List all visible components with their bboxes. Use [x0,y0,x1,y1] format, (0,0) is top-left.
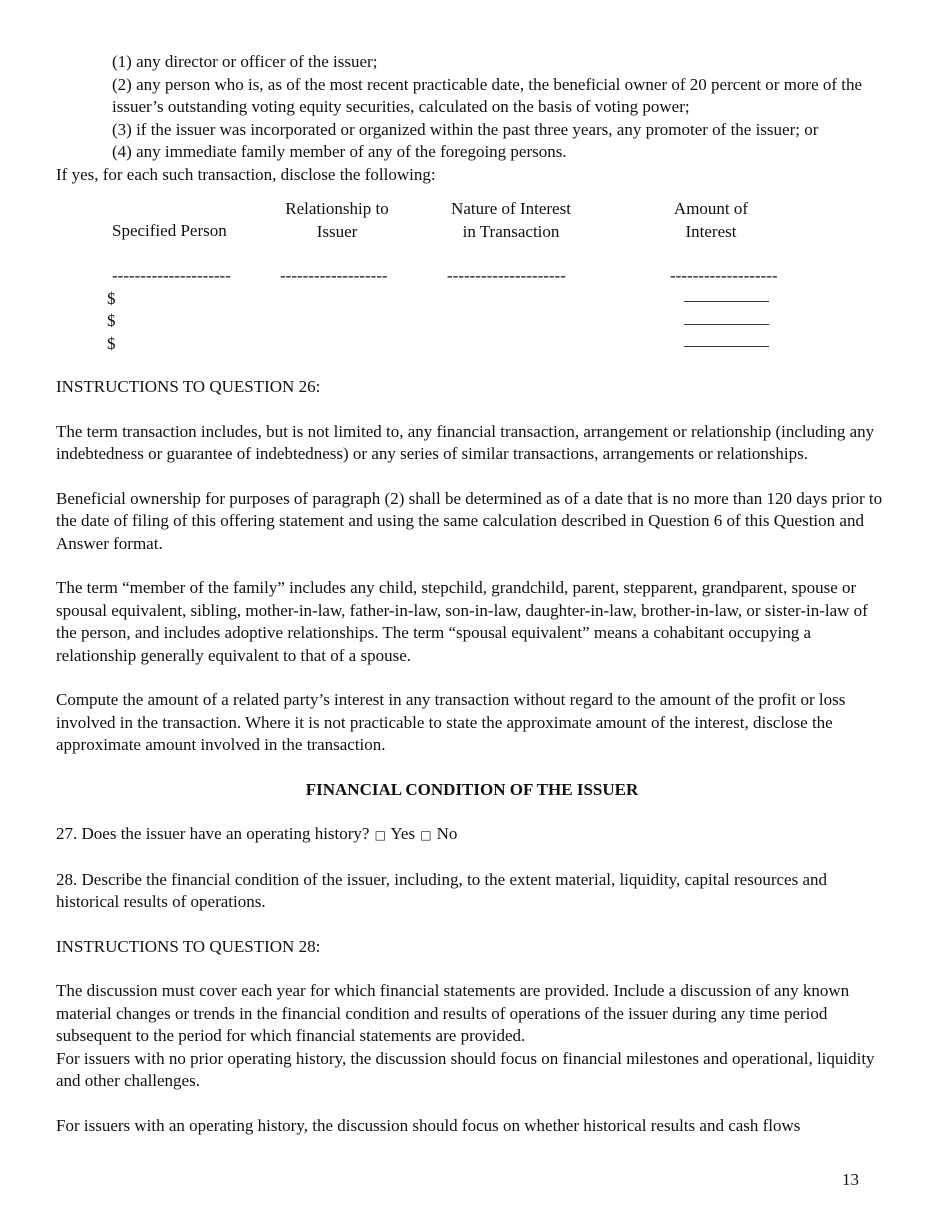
section-heading: FINANCIAL CONDITION OF THE ISSUER [305,779,639,799]
header-nature-of-interest: Nature of Interest in Transaction [451,199,571,241]
yes-checkbox[interactable]: □ [374,828,386,842]
paragraph: For issuers with no prior operating history, the discussion should focus on financial milestones and operational, liquidity and other challenges. [56,1048,875,1090]
paragraph: Beneficial ownership for purposes of paragraph (2) shall be determined as of a date that is no more than 120 days prior to the date of filing of this offering statement and using the same calculation described in Question 6 of this Question and Answer format. [56,488,883,553]
instructions-28-title: INSTRUCTIONS TO QUESTION 28: [56,936,321,956]
divider: ------------------- [280,266,388,285]
paragraph: Compute the amount of a related party’s interest in any transaction without regard to the amount of the profit or loss involved in the transaction. Where it is not practicable to state the approximate amount of the interest, disclose the approximate amount involved in the transaction. [56,690,846,754]
instructions-26-title: INSTRUCTIONS TO QUESTION 26: [56,377,321,396]
header-amount: Amount of Interest [673,199,749,241]
no-label: No [436,824,458,843]
question-27-text: 27. Does the issuer have an operating history? [56,824,370,843]
header-relationship: Relationship to Issuer [285,199,389,241]
divider: --------------------- [112,266,231,285]
paragraph: For issuers with an operating history, the discussion should focus on whether historical results and cash flows [56,1115,801,1135]
dollar-sign: $ [107,311,116,330]
amount-blank: __________ [684,308,769,327]
document-page [56,51,888,1137]
paragraph: The discussion must cover each year for which financial statements are provided. Include a discussion of any known material changes or trends in the financial condition and results of operations of the issuer during any time period subsequent to the period for which financial statements are provided. [56,981,850,1045]
amount-blank: __________ [684,330,769,349]
question-28: 28. Describe the financial condition of the issuer, including, to the extent material, liquidity, capital resources and historical results of operations. [56,869,828,911]
page-number: 13 [842,1170,859,1189]
person-list [56,51,888,164]
dollar-sign: $ [107,289,116,308]
question-27 [56,823,888,847]
dollar-sign: $ [107,334,116,353]
list-item: (2) any person who is, as of the most recent practicable date, the beneficial owner of 20 percent or more of the issuer’s outstanding voting equity securities, calculated on the basis of voting power; [112,74,863,116]
list-item: (3) if the issuer was incorporated or organized within the past three years, any promoter of the issuer; or [112,119,819,139]
amount-blank: __________ [684,285,769,304]
if-yes-text: If yes, for each such transaction, disclose the following: [56,164,436,184]
paragraph: The term “member of the family” includes any child, stepchild, grandchild, parent, stepparent, grandparent, spouse or spousal equivalent, sibling, mother-in-law, father-in-law, son-in-law, daughter-in-law, brother-in-law, or sister-in-law of the person, and includes adoptive relationships. The term “spousal equivalent” means a cohabitant occupying a relationship generally equivalent to that of a spouse. [56,578,868,665]
header-specified-person: Specified Person [112,221,227,240]
yes-label: Yes [390,824,416,843]
no-checkbox[interactable]: □ [420,828,432,842]
list-item: (4) any immediate family member of any of the foregoing persons. [112,142,567,161]
paragraph: The term transaction includes, but is not limited to, any financial transaction, arrangement or relationship (including any indebtedness or guarantee of indebtedness) or any series of similar transactions, arrangements or relationships. [56,421,875,463]
transactions-table [56,186,888,353]
divider: --------------------- [447,266,566,285]
divider: ------------------- [670,266,778,285]
list-item: (1) any director or officer of the issuer; [112,52,378,71]
